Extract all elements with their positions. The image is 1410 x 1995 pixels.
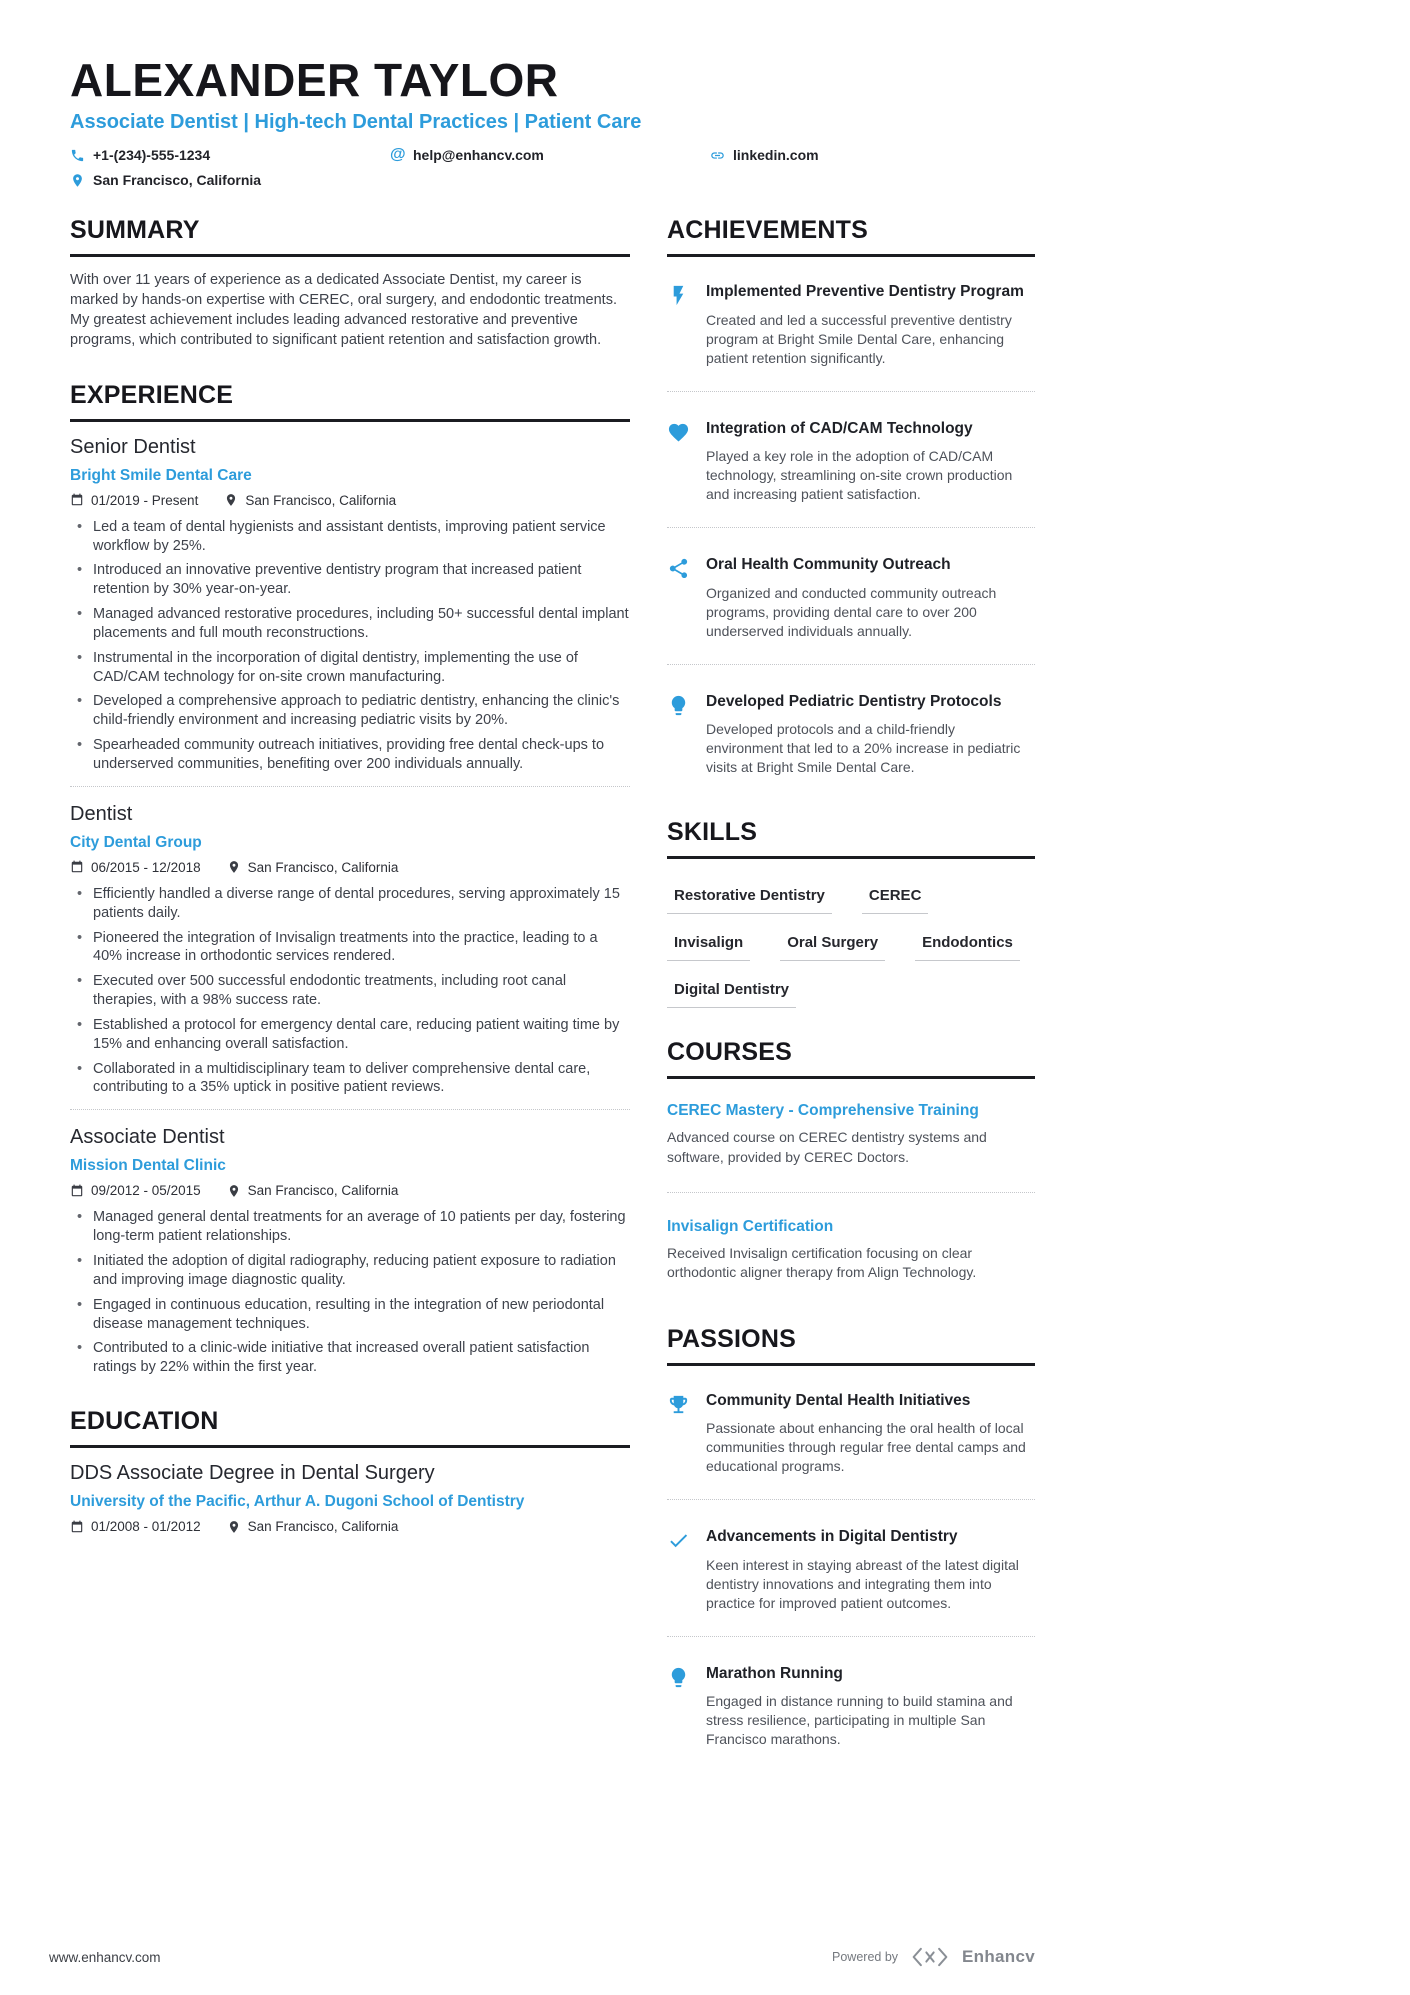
course-title: CEREC Mastery - Comprehensive Training (667, 1102, 979, 1120)
passion-body (706, 1391, 1035, 1477)
school-name: University of the Pacific, Arthur A. Dugoni School of Dentistry (70, 1493, 525, 1511)
achievements-section (667, 216, 1035, 788)
job-location: San Francisco, California (227, 1183, 399, 1198)
experience-entry (70, 1126, 630, 1377)
bullet-item: • Contributed to a clinic-wide initiative that increased overall patient satisfaction ratings by 22% within the first year. (70, 1339, 630, 1377)
skills-list (667, 873, 1035, 1008)
achievement-title: Implemented Preventive Dentistry Program (706, 283, 1024, 301)
lightbulb-icon (667, 692, 691, 778)
course-text: Advanced course on CEREC dentistry systems and software, provided by CEREC Doctors. (667, 1129, 987, 1165)
calendar-icon (70, 860, 84, 874)
location-pin-icon (70, 173, 85, 188)
phone-icon (70, 148, 85, 163)
achievement-title: Integration of CAD/CAM Technology (706, 419, 973, 437)
achievement-item (667, 271, 1035, 379)
job-dates: 01/2019 - Present (70, 493, 198, 508)
education-dates: 01/2008 - 01/2012 (70, 1519, 201, 1534)
job-title: Senior Dentist (70, 435, 196, 458)
achievement-item (667, 408, 1035, 516)
skills-section (667, 818, 1035, 1008)
skill-tag: Endodontics (915, 934, 1020, 961)
bullet-item: • Pioneered the integration of Invisalign treatments into the practice, leading to a 40% increase in orthodontic services rendered. (70, 929, 630, 967)
contact-row (70, 147, 1035, 188)
course-item (667, 1209, 1035, 1295)
powered-by-label: Powered by (832, 1950, 899, 1964)
link-icon (710, 148, 725, 163)
passion-item (667, 1380, 1035, 1488)
calendar-icon (70, 1520, 84, 1534)
skill-tag: CEREC (862, 887, 929, 914)
education-location: San Francisco, California (227, 1519, 399, 1534)
email-icon: @ (390, 146, 406, 164)
contact-link[interactable] (710, 147, 1035, 163)
job-dates: 09/2012 - 05/2015 (70, 1183, 201, 1198)
bullet-item: • Executed over 500 successful endodontic treatments, including root canal therapies, with a 98% success rate. (70, 972, 630, 1010)
passion-text: Keen interest in staying abreast of the latest digital dentistry innovations and integrating them into practice for improved patient outcomes. (706, 1556, 1019, 1611)
skills-heading: SKILLS (667, 818, 1035, 859)
achievement-text: Organized and conducted community outreach programs, providing dental care to over 200 underserved individuals annually. (706, 584, 997, 639)
contact-phone (70, 147, 390, 163)
experience-entry (70, 436, 630, 774)
enhancv-site-link[interactable]: www.enhancv.com (49, 1949, 161, 1965)
passion-title: Marathon Running (706, 1664, 843, 1682)
bullet-item: • Established a protocol for emergency dental care, reducing patient waiting time by 15% and enhancing overall satisfaction. (70, 1016, 630, 1054)
dotted-divider (667, 664, 1035, 665)
linkedin-link[interactable]: linkedin.com (733, 147, 819, 164)
outreach-icon (667, 555, 691, 641)
education-section (70, 1407, 630, 1534)
dotted-divider (667, 527, 1035, 528)
achievement-text: Developed protocols and a child-friendly environment that led to a 20% increase in pediatric visits at Bright Smile Dental Care. (706, 721, 1021, 776)
right-column (667, 216, 1035, 1790)
achievement-title: Developed Pediatric Dentistry Protocols (706, 692, 1002, 710)
candidate-headline: Associate Dentist | High-tech Dental Practices | Patient Care (70, 111, 642, 134)
bullet-item: • Collaborated in a multidisciplinary team to deliver comprehensive dental care, contributing to a 35% uptick in positive patient reviews. (70, 1060, 630, 1098)
achievement-item (667, 681, 1035, 789)
course-title: Invisalign Certification (667, 1217, 834, 1235)
contact-email[interactable] (390, 147, 710, 163)
heart-icon (667, 419, 691, 505)
contact-location (70, 172, 390, 188)
bullet-item: • Developed a comprehensive approach to pediatric dentistry, enhancing the clinic's child-friendly environment and increasing pediatric visits by 20%. (70, 692, 630, 730)
experience-section (70, 381, 630, 1377)
degree-title: DDS Associate Degree in Dental Surgery (70, 1462, 435, 1485)
achievement-text: Created and led a successful preventive dentistry program at Bright Smile Dental Care, enhancing patient retention significantly. (706, 311, 1012, 366)
resume-columns (70, 216, 1035, 1790)
page-footer (49, 1947, 1035, 1967)
dotted-divider (70, 1109, 630, 1110)
achievement-item (667, 544, 1035, 652)
passion-body (706, 1527, 1035, 1613)
skill-tag: Invisalign (667, 934, 750, 961)
check-icon (667, 1527, 691, 1613)
experience-entry (70, 803, 630, 1097)
location-pin-icon (227, 1520, 241, 1534)
company-name: Mission Dental Clinic (70, 1157, 226, 1175)
company-name: Bright Smile Dental Care (70, 466, 252, 484)
email-address[interactable]: help@enhancv.com (413, 147, 544, 164)
passions-section (667, 1325, 1035, 1761)
location-text: San Francisco, California (93, 172, 262, 189)
courses-section (667, 1038, 1035, 1294)
job-meta (70, 493, 630, 508)
dotted-divider (667, 1192, 1035, 1193)
bullet-item: • Spearheaded community outreach initiatives, providing free dental check-ups to underserved communities, benefiting over 200 individuals annually. (70, 736, 630, 774)
job-title: Associate Dentist (70, 1126, 225, 1149)
location-pin-icon (227, 860, 241, 874)
skill-tag: Oral Surgery (780, 934, 885, 961)
job-meta (70, 860, 630, 875)
bullet-item: • Instrumental in the incorporation of digital dentistry, implementing the use of CAD/CAM technology for on-site crown manufacturing. (70, 649, 630, 687)
passion-item (667, 1653, 1035, 1761)
enhancv-logo-icon[interactable] (911, 1947, 949, 1967)
achievement-text: Played a key role in the adoption of CAD/CAM technology, streamlining on-site crown production and increasing patient satisfaction. (706, 448, 1013, 503)
bullet-item: • Led a team of dental hygienists and assistant dentists, improving patient service workflow by 25%. (70, 518, 630, 556)
phone-number: +1-(234)-555-1234 (93, 147, 211, 164)
candidate-name: ALEXANDER TAYLOR (70, 54, 559, 106)
calendar-icon (70, 1184, 84, 1198)
passions-heading: PASSIONS (667, 1325, 1035, 1366)
passion-text: Passionate about enhancing the oral health of local communities through regular free dental camps and educational programs. (706, 1420, 1026, 1475)
achievement-body (706, 555, 1035, 641)
summary-text: With over 11 years of experience as a dedicated Associate Dentist, my career is marked by hands-on expertise with CEREC, oral surgery, and endodontic treatments. My greatest achievement includes leading advanced restorative and preventive programs, which contributed to significant patient retention and satisfaction growth. (70, 272, 617, 348)
dotted-divider (667, 1636, 1035, 1637)
bullet-item: • Managed general dental treatments for an average of 10 patients per day, fostering long-term patient relationships. (70, 1208, 630, 1246)
course-item (667, 1093, 1035, 1179)
job-bullets (70, 885, 630, 1097)
achievement-body (706, 692, 1035, 778)
resume-header (70, 56, 1035, 188)
job-dates: 06/2015 - 12/2018 (70, 860, 201, 875)
job-location: San Francisco, California (227, 860, 399, 875)
company-name: City Dental Group (70, 833, 202, 851)
achievement-title: Oral Health Community Outreach (706, 556, 951, 574)
bullet-item: • Managed advanced restorative procedures, including 50+ successful dental implant placements and full mouth reconstructions. (70, 605, 630, 643)
enhancv-brand-text[interactable]: Enhancv (962, 1947, 1035, 1966)
bullet-item: • Initiated the adoption of digital radiography, reducing patient exposure to radiation and improving image diagnostic quality. (70, 1252, 630, 1290)
achievements-heading: ACHIEVEMENTS (667, 216, 1035, 257)
summary-heading: SUMMARY (70, 216, 630, 257)
lightbulb-icon (667, 1664, 691, 1750)
dotted-divider (70, 786, 630, 787)
education-meta (70, 1519, 630, 1534)
summary-section (70, 216, 630, 350)
job-bullets (70, 518, 630, 774)
passion-body (706, 1664, 1035, 1750)
dotted-divider (667, 391, 1035, 392)
achievement-body (706, 282, 1035, 368)
education-heading: EDUCATION (70, 1407, 630, 1448)
location-pin-icon (227, 1184, 241, 1198)
passion-title: Community Dental Health Initiatives (706, 1391, 971, 1409)
powered-by (832, 1947, 1035, 1967)
job-meta (70, 1183, 630, 1198)
job-location: San Francisco, California (224, 493, 396, 508)
skill-tag: Digital Dentistry (667, 981, 796, 1008)
courses-heading: COURSES (667, 1038, 1035, 1079)
passion-title: Advancements in Digital Dentistry (706, 1528, 958, 1546)
location-pin-icon (224, 493, 238, 507)
dotted-divider (667, 1499, 1035, 1500)
lightning-icon (667, 282, 691, 368)
passion-item (667, 1516, 1035, 1624)
skill-tag: Restorative Dentistry (667, 887, 832, 914)
achievement-body (706, 419, 1035, 505)
course-text: Received Invisalign certification focusing on clear orthodontic aligner therapy from Align Technology. (667, 1244, 977, 1280)
trophy-icon (667, 1391, 691, 1477)
job-bullets (70, 1208, 630, 1377)
passion-text: Engaged in distance running to build stamina and stress resilience, participating in multiple San Francisco marathons. (706, 1693, 1013, 1748)
bullet-item: • Efficiently handled a diverse range of dental procedures, serving approximately 15 patients daily. (70, 885, 630, 923)
bullet-item: • Engaged in continuous education, resulting in the integration of new periodontal disease management techniques. (70, 1296, 630, 1334)
bullet-item: • Introduced an innovative preventive dentistry program that increased patient retention by 30% year-on-year. (70, 561, 630, 599)
left-column (70, 216, 630, 1790)
job-title: Dentist (70, 802, 133, 825)
experience-heading: EXPERIENCE (70, 381, 630, 422)
calendar-icon (70, 493, 84, 507)
